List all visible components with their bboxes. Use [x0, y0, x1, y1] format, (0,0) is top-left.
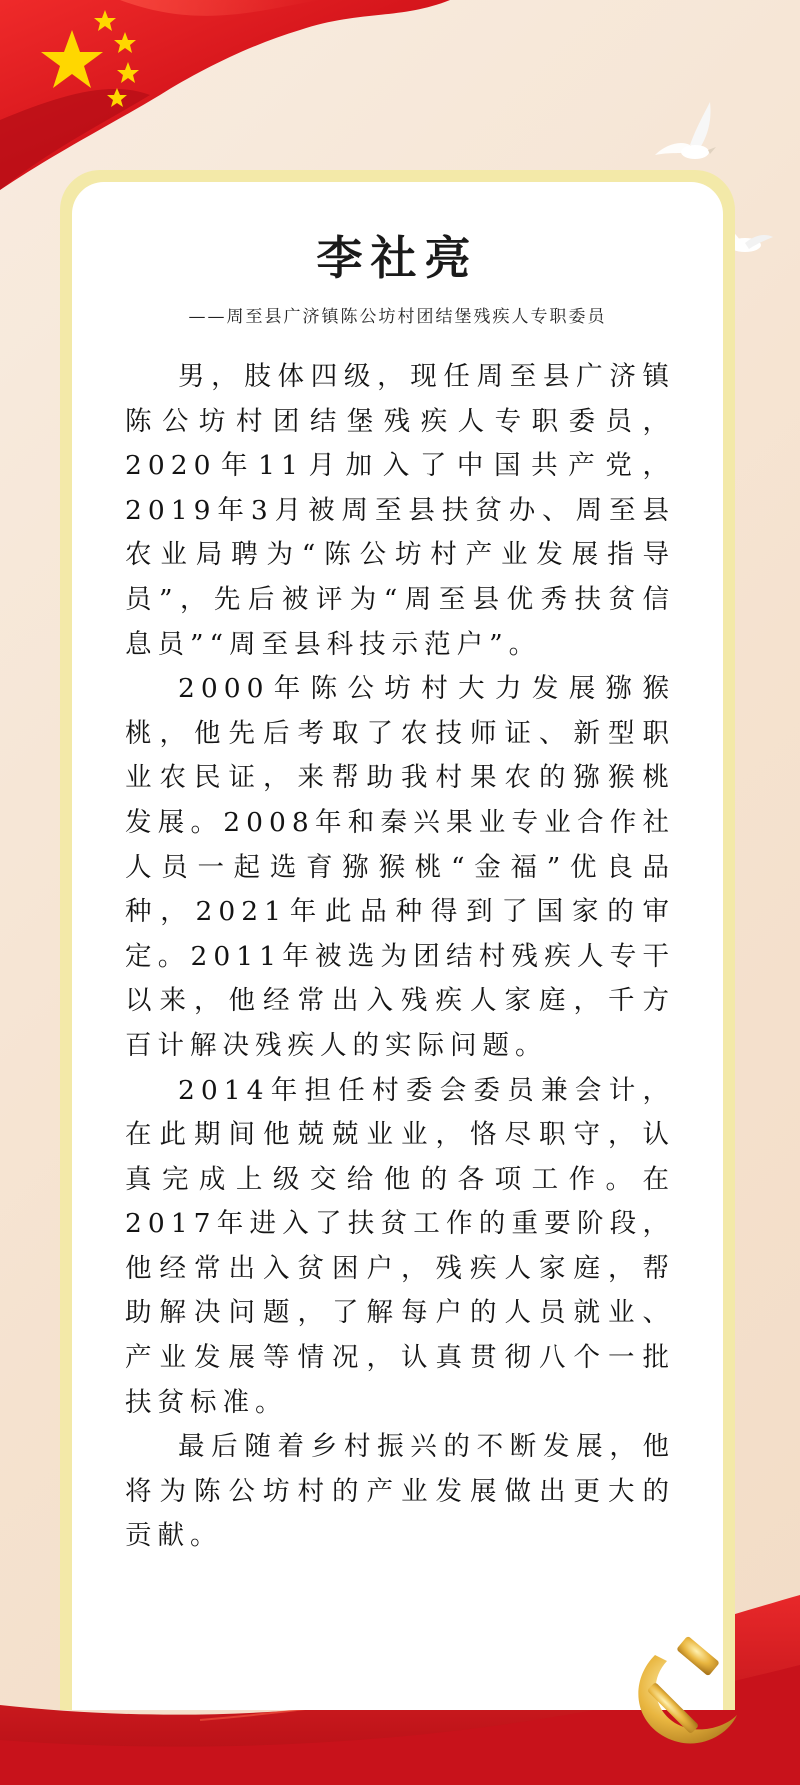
page-title: 李社亮: [316, 231, 479, 285]
paragraph: 男，肢体四级，现任周至县广济镇陈公坊村团结堡残疾人专职委员，2020年11月加入了中国共产党，2019年3月被周至县扶贫办、周至县农业局聘为“陈公坊村产业发展指导员”，先后被评为“周至县优秀扶贫信息员”“周至县科技示范户”。: [125, 361, 675, 660]
page-subtitle: ——周至县广济镇陈公坊村团结堡残疾人专职委员: [188, 307, 607, 327]
party-emblem-icon: [615, 1625, 755, 1765]
paragraph: 2000年陈公坊村大力发展猕猴桃，他先后考取了农技师证、新型职业农民证，来帮助我村果农的猕猴桃发展。2008年和秦兴果业专业合作社人员一起选育猕猴桃“金福”优良品种，2021年此品种得到了国家的审定。2011年被选为团结村残疾人专干以来，他经常出入残疾人家庭，千方百计解决残疾人的实际问题。: [125, 673, 675, 1061]
paragraph: 最后随着乡村振兴的不断发展，他将为陈公坊村的产业发展做出更大的贡献。: [125, 1431, 675, 1552]
paragraph: 2014年担任村委会委员兼会计，在此期间他兢兢业业，恪尽职守，认真完成上级交给他的各项工作。在2017年进入了扶贫工作的重要阶段，他经常出入贫困户，残疾人家庭，帮助解决问题，了解每户的人员就业、产业发展等情况，认真贯彻八个一批扶贫标准。: [125, 1074, 675, 1418]
body-text: [125, 355, 675, 1559]
dove-icon: [650, 100, 730, 180]
